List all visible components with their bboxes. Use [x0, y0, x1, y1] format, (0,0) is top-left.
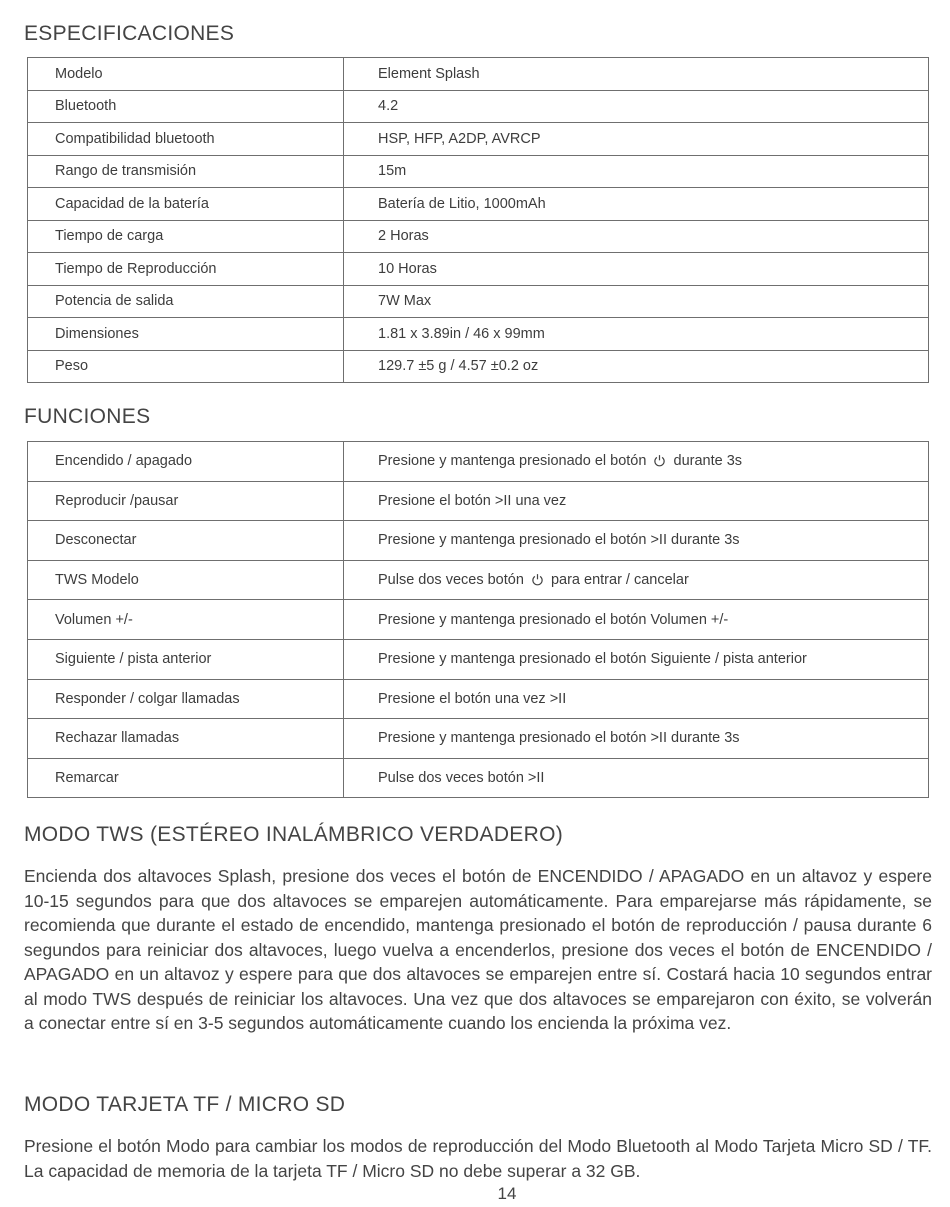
spec-label: Potencia de salida — [28, 285, 344, 318]
functions-table — [27, 441, 929, 798]
function-value-end: durante 3s — [673, 453, 743, 470]
spec-value: 15m — [344, 155, 929, 188]
tws-paragraph: Encienda dos altavoces Splash, presione dos veces el botón de ENCENDIDO / APAGADO en un altavoz y espere 10-15 segundos para que dos altavoces se emparejen automáticamente. Para emparejarse más rápidamente, se recomienda que durante el estado de encendido, mantenga presionado el botón de reproducción / pausa durante 6 segundos para reiniciar dos altavoces, luego vuelva a encenderlos, presione dos veces el botón de ENCENDIDO / APAGADO en un altavoz y espere para que dos altavoces se emparejen entre sí. Costará hacia 10 segundos entrar al modo TWS después de reiniciar los altavoces. Una vez que dos altavoces se emparejaron con éxito, se volverán a conectar entre sí en 3-5 segundos automáticamente cuando los encienda la próxima vez. — [24, 866, 932, 1033]
function-label: Responder / colgar llamadas — [28, 679, 344, 719]
table-row — [28, 350, 929, 383]
table-row — [28, 318, 929, 351]
function-label: TWS Modelo — [28, 560, 344, 600]
table-row — [28, 560, 929, 600]
function-value — [344, 442, 929, 482]
function-label: Rechazar llamadas — [28, 719, 344, 759]
power-icon — [531, 573, 544, 586]
spec-label: Dimensiones — [28, 318, 344, 351]
function-value: Presione y mantenga presionado el botón Siguiente / pista anterior — [344, 639, 929, 679]
tws-heading: MODO TWS (ESTÉREO INALÁMBRICO VERDADERO) — [24, 823, 563, 846]
table-row — [28, 719, 929, 759]
sd-paragraph: Presione el botón Modo para cambiar los modos de reproducción del Modo Bluetooth al Modo Tarjeta Micro SD / TF. La capacidad de memoria de la tarjeta TF / Micro SD no debe superar a 32 GB. — [24, 1136, 932, 1181]
function-label: Reproducir /pausar — [28, 481, 344, 521]
function-value: Presione y mantenga presionado el botón >II durante 3s — [344, 521, 929, 561]
spec-label: Capacidad de la batería — [28, 188, 344, 221]
page-number: 14 — [497, 1184, 517, 1203]
spec-value: 4.2 — [344, 90, 929, 123]
function-value — [344, 560, 929, 600]
power-icon — [653, 454, 666, 467]
table-row — [28, 639, 929, 679]
spec-label: Peso — [28, 350, 344, 383]
functions-heading: FUNCIONES — [24, 405, 151, 428]
spec-value: 129.7 ±5 g / 4.57 ±0.2 oz — [344, 350, 929, 383]
spec-value: HSP, HFP, A2DP, AVRCP — [344, 123, 929, 156]
sd-heading: MODO TARJETA TF / MICRO SD — [24, 1093, 346, 1116]
function-value: Presione y mantenga presionado el botón Volumen +/- — [344, 600, 929, 640]
function-label: Siguiente / pista anterior — [28, 639, 344, 679]
table-row — [28, 90, 929, 123]
function-label: Remarcar — [28, 758, 344, 798]
specs-heading: ESPECIFICACIONES — [24, 22, 235, 45]
function-value: Presione el botón >II una vez — [344, 481, 929, 521]
table-row — [28, 220, 929, 253]
table-row — [28, 481, 929, 521]
spec-label: Compatibilidad bluetooth — [28, 123, 344, 156]
specs-table — [27, 57, 929, 383]
function-value: Presione el botón una vez >II — [344, 679, 929, 719]
table-row — [28, 679, 929, 719]
table-row — [28, 285, 929, 318]
function-label: Desconectar — [28, 521, 344, 561]
table-row — [28, 58, 929, 91]
function-value: Pulse dos veces botón >II — [344, 758, 929, 798]
spec-label: Tiempo de Reproducción — [28, 253, 344, 286]
table-row — [28, 600, 929, 640]
table-row — [28, 188, 929, 221]
function-value: Presione y mantenga presionado el botón >II durante 3s — [344, 719, 929, 759]
spec-value: 1.81 x 3.89in / 46 x 99mm — [344, 318, 929, 351]
function-label: Volumen +/- — [28, 600, 344, 640]
table-row — [28, 155, 929, 188]
spec-value: 7W Max — [344, 285, 929, 318]
table-row — [28, 123, 929, 156]
function-value-start: Pulse dos veces botón — [378, 572, 524, 589]
table-row — [28, 521, 929, 561]
function-value-end: para entrar / cancelar — [550, 572, 689, 589]
spec-label: Rango de transmisión — [28, 155, 344, 188]
table-row — [28, 253, 929, 286]
spec-label: Tiempo de carga — [28, 220, 344, 253]
table-row — [28, 442, 929, 482]
spec-label: Bluetooth — [28, 90, 344, 123]
function-value-start: Presione y mantenga presionado el botón — [378, 453, 647, 470]
table-row — [28, 758, 929, 798]
spec-value: Element Splash — [344, 58, 929, 91]
function-label: Encendido / apagado — [28, 442, 344, 482]
spec-value: 10 Horas — [344, 253, 929, 286]
spec-value: 2 Horas — [344, 220, 929, 253]
spec-label: Modelo — [28, 58, 344, 91]
spec-value: Batería de Litio, 1000mAh — [344, 188, 929, 221]
